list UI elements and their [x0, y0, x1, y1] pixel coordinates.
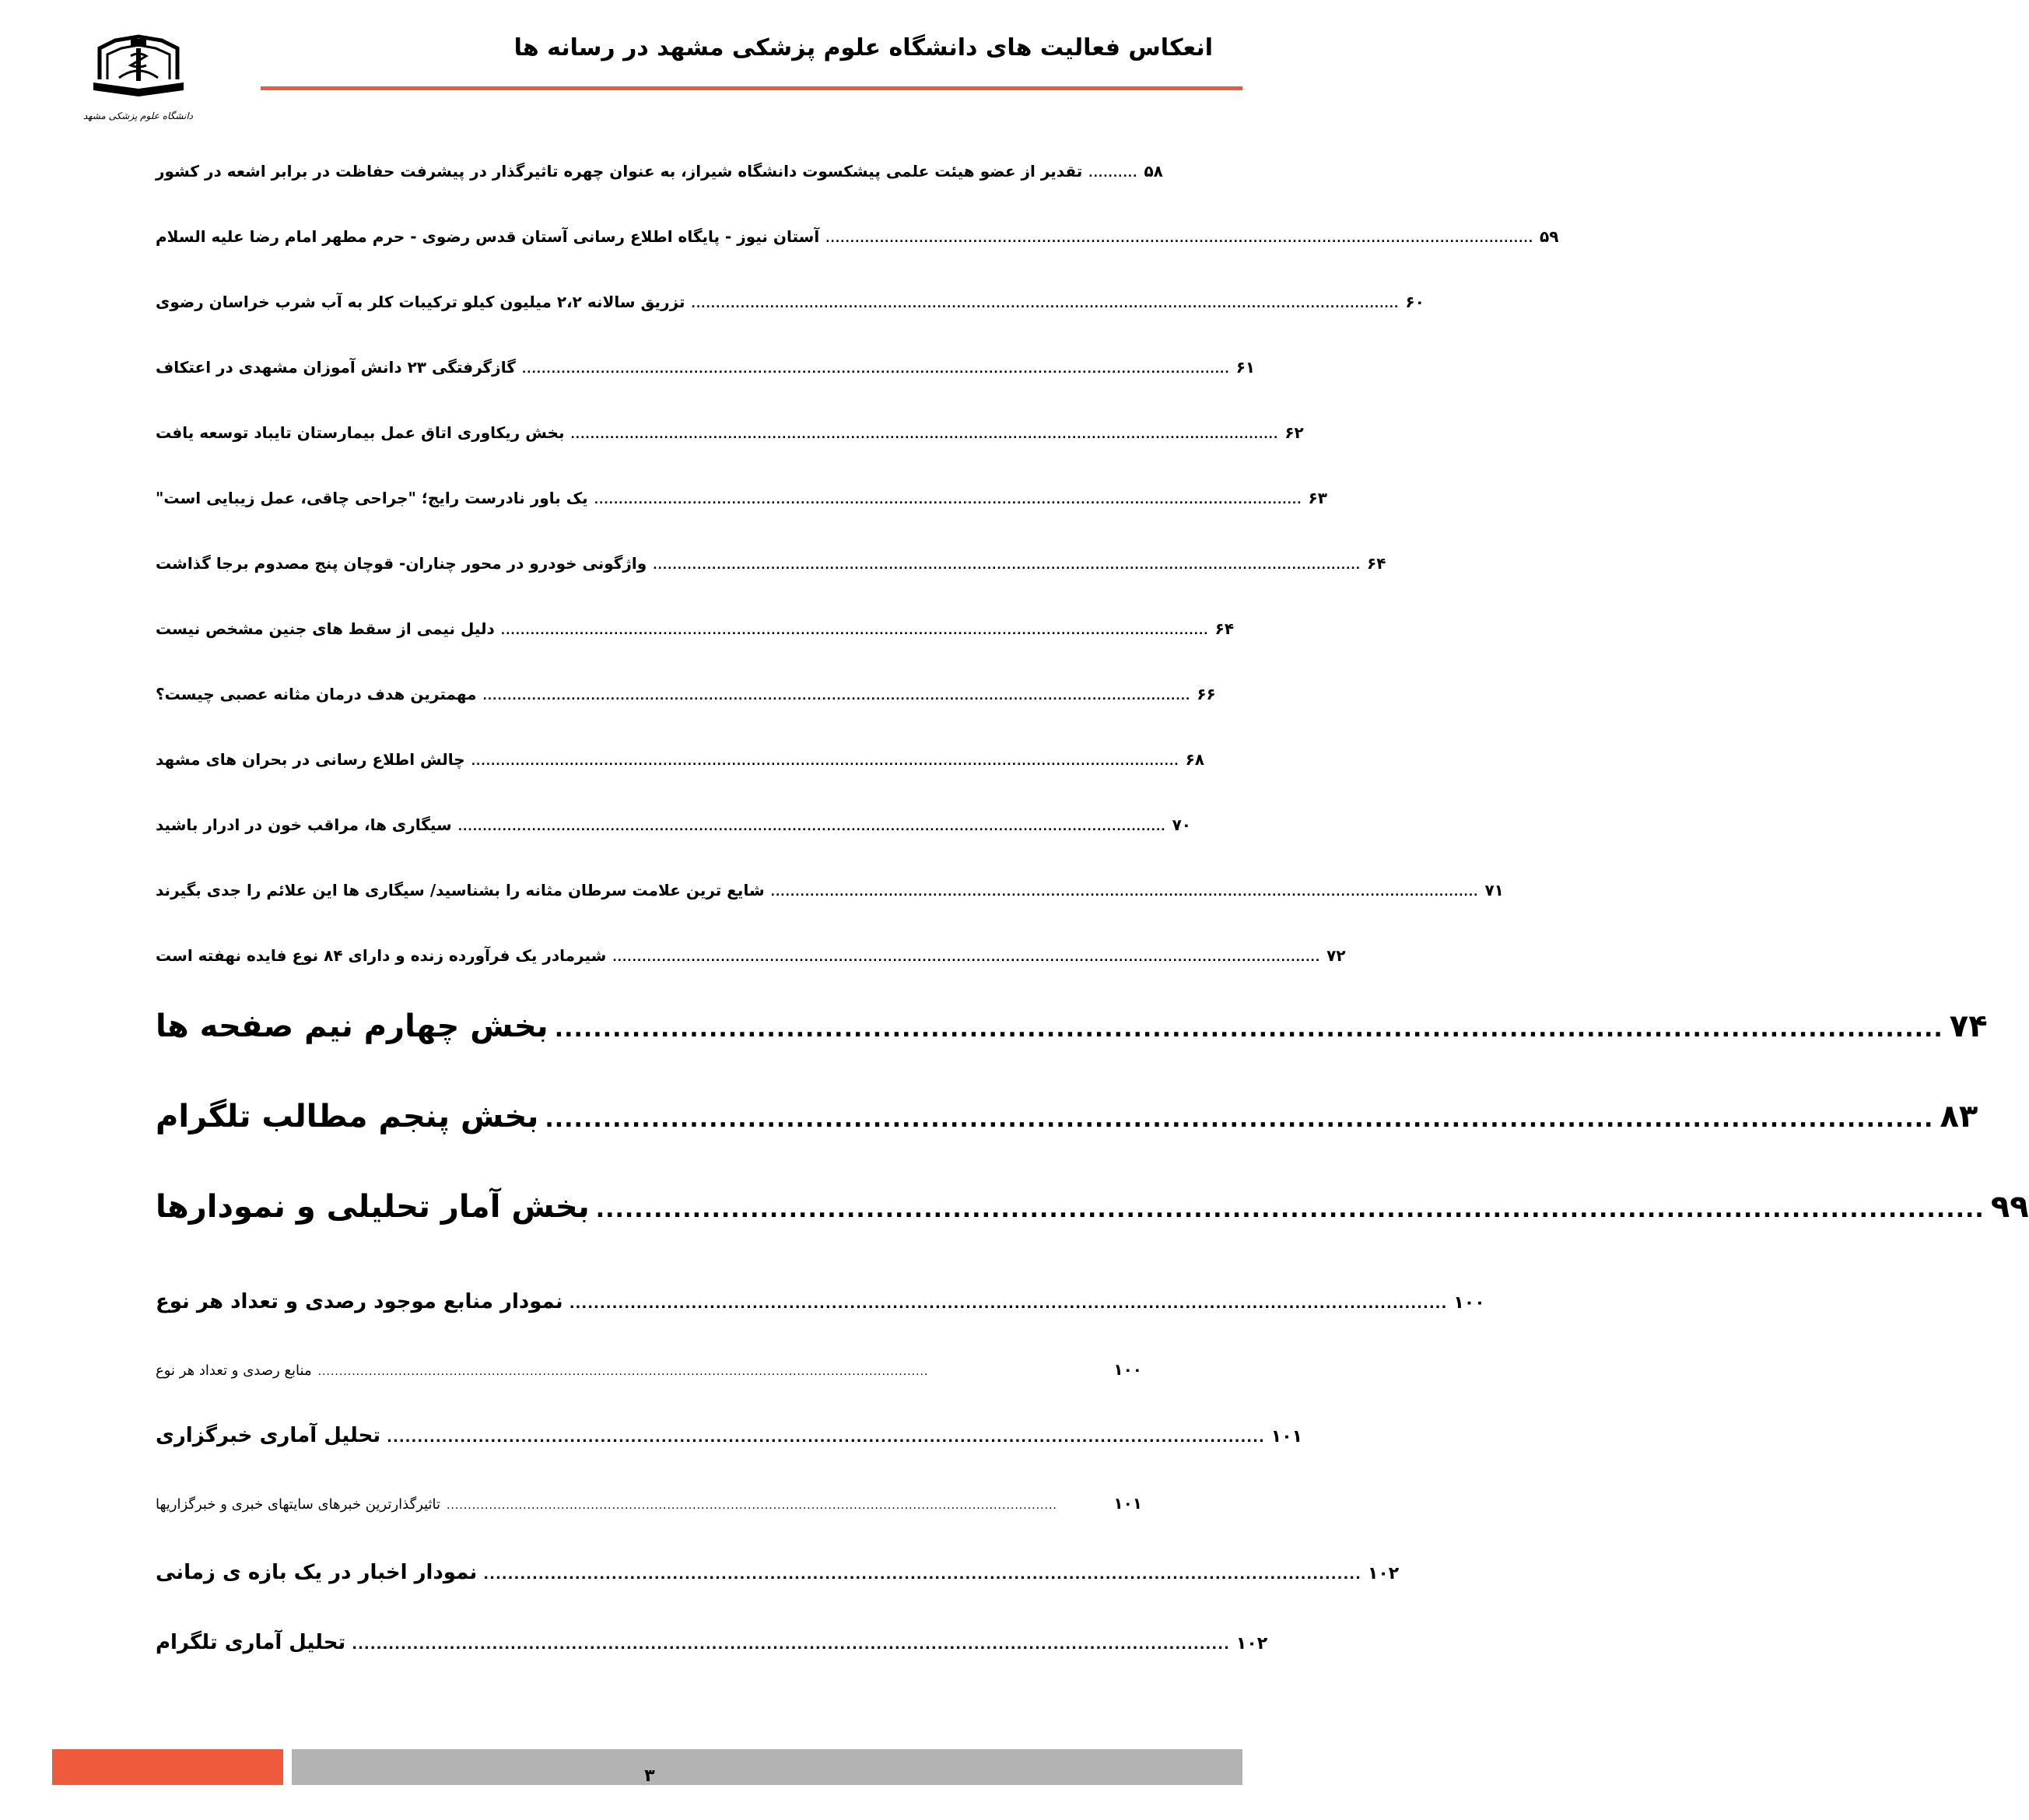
- toc-entry-page: ۶۴: [1214, 619, 1235, 638]
- header-title: انعکاس فعالیت های دانشگاه علوم پزشکی مشهد در رسانه ها: [513, 34, 1213, 61]
- toc-entry-title: تزریق سالانه ۲،۲ میلیون کیلو ترکیبات کلر به آب شرب خراسان رضوی: [156, 293, 685, 311]
- toc-leader: ................................................................................................................................................: [483, 1566, 1361, 1583]
- toc-leader: ................................................................................................................................................: [471, 756, 1179, 768]
- university-logo: [84, 33, 193, 135]
- toc-entry-title: نمودار اخبار در یک بازه ی زمانی: [156, 1561, 478, 1584]
- toc-leader: ................................................................................................................................................: [612, 952, 1321, 964]
- toc-entry-page: ۶۶: [1197, 685, 1216, 703]
- logo-text: دانشگاه علوم پزشکی مشهد: [82, 110, 193, 121]
- toc-leader: ................................................................................................................................................: [825, 233, 1534, 245]
- toc-entry-title: مهمترین هدف درمان مثانه عصبی چیست؟: [156, 685, 477, 703]
- toc-entry-page: ۷۰: [1172, 815, 1191, 834]
- toc-section-title: بخش چهارم نیم صفحه ها: [156, 1008, 548, 1044]
- toc-entry[interactable]: [156, 423, 1304, 442]
- toc-entry-title: گازگرفتگی ۲۳ دانش آموزان مشهدی در اعتکاف: [156, 358, 516, 377]
- toc-entry-page: ۶۴: [1367, 554, 1386, 573]
- page-number: ۳: [644, 1766, 655, 1786]
- toc-section-title: بخش پنجم مطالب تلگرام: [156, 1099, 539, 1134]
- footer-bar: [292, 1749, 1242, 1785]
- footer-accent-bar: [52, 1749, 283, 1785]
- toc-section-page: ۹۹: [1990, 1189, 2029, 1225]
- toc-leader: ................................................................................................................................................: [595, 1196, 1985, 1223]
- toc-entry[interactable]: [156, 750, 1204, 769]
- toc-entry-page: ۶۰: [1405, 293, 1425, 311]
- toc-entry-title: تاثیرگذارترین خبرهای سایتهای خبری و خبرگزاریها: [156, 1496, 441, 1513]
- toc-leader: ................................................................................................................................................: [387, 1429, 1265, 1446]
- toc-leader: ................................................................................................................................................: [569, 1296, 1448, 1312]
- toc-section-page: ۷۴: [1949, 1008, 1988, 1044]
- toc-entry-title: نمودار منابع موجود رصدی و تعداد هر نوع: [156, 1290, 563, 1313]
- toc-entry-title: تقدیر از عضو هیئت علمی پیشکسوت دانشگاه شیراز، به عنوان چهره تاثیرگذار در پیشرفت حفاظت در برابر اشعه در کشور: [156, 162, 1083, 181]
- toc-entry-title: چالش اطلاع رسانی در بحران های مشهد: [156, 750, 465, 769]
- toc-entry-page: ۶۲: [1284, 423, 1304, 442]
- toc-entry[interactable]: [156, 358, 1256, 377]
- toc-entry-page: ۵۸: [1144, 162, 1163, 181]
- toc-leader: ................................................................................................................................................: [545, 1106, 1934, 1133]
- toc-entry[interactable]: [156, 815, 1191, 834]
- toc-entry[interactable]: [156, 685, 1216, 703]
- toc-entry-page: ۱۰۱: [1113, 1494, 1142, 1513]
- toc-entry-page: ۵۹: [1540, 227, 1559, 246]
- toc-entry-page: ۶۳: [1308, 489, 1327, 507]
- toc-entry-title: یک باور نادرست رایج؛ "جراحی چاقی، عمل زیبایی است": [156, 489, 588, 507]
- toc-leader: ................................................................................................................................................: [500, 625, 1209, 637]
- toc-entry-title: منابع رصدی و تعداد هر نوع: [156, 1362, 312, 1379]
- toc-entry-title: دلیل نیمی از سقط های جنین مشخص نیست: [156, 619, 495, 638]
- toc-entry[interactable]: [156, 554, 1386, 573]
- toc-entry-page: ۶۸: [1185, 750, 1204, 769]
- toc-section[interactable]: [156, 1189, 2029, 1225]
- toc-leader: ................................................................................................................................................: [482, 690, 1191, 703]
- toc-leader: ................................................................................................................................................: [691, 298, 1400, 310]
- toc-entry-title: واژگونی خودرو در محور چناران- قوچان پنج مصدوم برجا گذاشت: [156, 554, 647, 573]
- toc-leader: ................................................................................................................................................: [447, 1499, 1057, 1512]
- toc-entry-page: ۷۱: [1484, 881, 1504, 899]
- toc-leader: ................................................................................................................................................: [521, 363, 1230, 376]
- toc-entry[interactable]: [156, 162, 1163, 181]
- toc-section[interactable]: [156, 1099, 1978, 1134]
- toc-entry[interactable]: [156, 1424, 1303, 1447]
- toc-entry[interactable]: [156, 1290, 1485, 1313]
- toc-entry-title: آستان نیوز - پایگاه اطلاع رسانی آستان قدس رضوی - حرم مطهر امام رضا علیه السلام: [156, 227, 820, 246]
- toc-entry[interactable]: [156, 619, 1235, 638]
- page-header: [0, 0, 1287, 121]
- toc-entry-page: ۶۱: [1235, 358, 1256, 377]
- toc-section-page: ۸۳: [1940, 1099, 1978, 1134]
- toc-leader: ................................................................................................................................................: [770, 886, 1479, 899]
- toc-entry[interactable]: [156, 1561, 1400, 1584]
- toc-leader: ................................................................................................................................................: [457, 821, 1166, 833]
- header-rule: [261, 86, 1242, 90]
- toc-entry-title: سیگاری ها، مراقب خون در ادرار باشید: [156, 815, 452, 834]
- toc-entry[interactable]: [156, 1631, 1268, 1654]
- toc-entry[interactable]: [156, 227, 1559, 246]
- toc-entry[interactable]: [156, 946, 1346, 965]
- toc-leader: ..........: [1088, 167, 1138, 180]
- logo-emblem-icon: [84, 33, 193, 110]
- toc-entry-page: ۷۲: [1326, 946, 1346, 965]
- toc-leader: ................................................................................................................................................: [554, 1015, 1943, 1043]
- toc-entry[interactable]: [156, 881, 1504, 899]
- toc-leader: ................................................................................................................................................: [352, 1636, 1230, 1653]
- toc-entry[interactable]: [156, 293, 1425, 311]
- toc-entry-page: ۱۰۰: [1453, 1293, 1485, 1313]
- toc-entry[interactable]: [156, 1494, 1142, 1513]
- toc-entry-page: ۱۰۲: [1367, 1564, 1400, 1583]
- toc-entry-page: ۱۰۱: [1270, 1427, 1303, 1447]
- toc-entry-page: ۱۰۰: [1113, 1360, 1142, 1379]
- toc-entry[interactable]: [156, 489, 1327, 507]
- toc-section[interactable]: [156, 1008, 1988, 1044]
- toc-entry[interactable]: [156, 1360, 1142, 1379]
- toc-section-title: بخش آمار تحلیلی و نمودارها: [156, 1189, 590, 1225]
- toc-entry-page: ۱۰۲: [1235, 1634, 1268, 1653]
- toc-leader: ................................................................................................................................................: [653, 559, 1361, 572]
- toc-leader: ................................................................................................................................................: [570, 429, 1279, 441]
- toc-entry-title: بخش ریکاوری اتاق عمل بیمارستان تایباد توسعه یافت: [156, 423, 565, 442]
- toc-entry-title: تحلیل آماری تلگرام: [156, 1631, 346, 1654]
- toc-leader: ................................................................................................................................................: [317, 1366, 929, 1378]
- toc-entry-title: شایع ترین علامت سرطان مثانه را بشناسید/ سیگاری ها این علائم را جدی بگیرند: [156, 881, 765, 899]
- toc-entry-title: شیرمادر یک فرآورده زنده و دارای ۸۴ نوع فایده نهفته است: [156, 946, 607, 965]
- toc-leader: ................................................................................................................................................: [594, 494, 1302, 507]
- toc-entry-title: تحلیل آماری خبرگزاری: [156, 1424, 381, 1447]
